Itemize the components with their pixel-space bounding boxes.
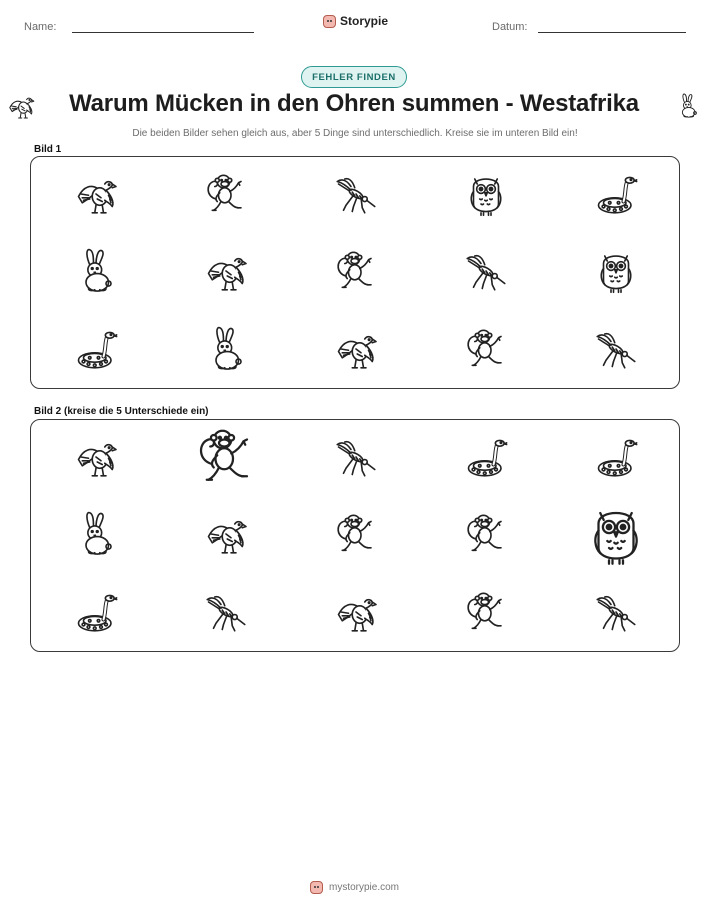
picture-1-cell-r2c1 [161,310,291,388]
picture-1-cell-r1c2 [291,233,421,311]
monkey-icon [191,422,261,492]
picture-1-cell-r1c4 [551,233,681,311]
picture-1-cell-r1c3 [421,233,551,311]
snake-icon [71,324,121,374]
picture-1-cell-r1c1 [161,233,291,311]
storypie-mascot-icon [323,15,336,28]
worksheet-type-badge: FEHLER FINDEN [301,66,407,88]
picture-2-cell-r1c4[interactable] [551,496,681,574]
snake-icon [461,432,511,482]
picture-2-cell-r2c1[interactable] [161,573,291,651]
rabbit-icon [71,509,121,559]
vulture-icon [71,432,121,482]
mosquito-icon [331,432,381,482]
picture-1-cell-r0c4 [551,155,681,233]
mosquito-icon [591,587,641,637]
monkey-icon [461,509,511,559]
rabbit-icon [71,246,121,296]
picture-1-panel [30,156,680,389]
monkey-icon [331,509,381,559]
picture-1-cell-r2c4 [551,310,681,388]
picture-2-label: Bild 2 (kreise die 5 Unterschiede ein) [34,406,209,417]
monkey-icon [461,324,511,374]
vulture-icon [71,169,121,219]
date-line[interactable] [538,32,686,33]
picture-1-cell-r2c3 [421,310,551,388]
date-label: Datum: [492,21,528,33]
picture-1-cell-r0c0 [31,155,161,233]
picture-2-cell-r1c0[interactable] [31,496,161,574]
page-title: Warum Mücken in den Ohren summen - Westafrika [69,90,639,117]
picture-1-cell-r0c3 [421,155,551,233]
picture-2-cell-r1c1[interactable] [161,496,291,574]
mosquito-icon [331,169,381,219]
picture-2-cell-r0c2[interactable] [291,418,421,496]
picture-1-cell-r1c0 [31,233,161,311]
picture-2-cell-r2c0[interactable] [31,573,161,651]
snake-icon [591,169,641,219]
instructions: Die beiden Bilder sehen gleich aus, aber 5 Dinge sind unterschiedlich. Kreise sie im unteren Bild ein! [132,128,578,139]
mosquito-icon [461,246,511,296]
footer [0,881,709,894]
monkey-icon [461,587,511,637]
rabbit-icon [674,90,702,122]
owl-icon [461,169,511,219]
picture-1-cell-r0c1 [161,155,291,233]
picture-2-cell-r1c3[interactable] [421,496,551,574]
mosquito-icon [201,587,251,637]
picture-2-cell-r2c3[interactable] [421,573,551,651]
vulture-icon [331,587,381,637]
monkey-icon [331,246,381,296]
storypie-mascot-icon [310,881,323,894]
mosquito-icon [591,324,641,374]
title-decoration-left [5,90,37,122]
vulture-icon [201,509,251,559]
picture-2-cell-r0c1[interactable] [161,418,291,496]
picture-2-cell-r0c3[interactable] [421,418,551,496]
name-line[interactable] [72,32,254,33]
storypie-logo [323,14,388,28]
snake-icon [591,432,641,482]
vulture-icon [331,324,381,374]
owl-icon [591,246,641,296]
picture-2-cell-r2c4[interactable] [551,573,681,651]
snake-icon [71,587,121,637]
vulture-icon [201,246,251,296]
name-label: Name: [24,21,57,33]
picture-2-panel[interactable] [30,419,680,652]
picture-1-cell-r2c0 [31,310,161,388]
footer-url[interactable]: mystorypie.com [328,882,399,893]
picture-1-cell-r2c2 [291,310,421,388]
owl-icon [581,499,651,569]
picture-2-cell-r0c0[interactable] [31,418,161,496]
monkey-icon [201,169,251,219]
rabbit-icon [201,324,251,374]
picture-2-cell-r1c2[interactable] [291,496,421,574]
brand-name: Storypie [340,14,389,28]
picture-2-cell-r0c4[interactable] [551,418,681,496]
title-decoration-right [674,90,702,122]
picture-1-label: Bild 1 [34,144,62,155]
picture-1-cell-r0c2 [291,155,421,233]
picture-2-cell-r2c2[interactable] [291,573,421,651]
vulture-icon [5,90,37,122]
